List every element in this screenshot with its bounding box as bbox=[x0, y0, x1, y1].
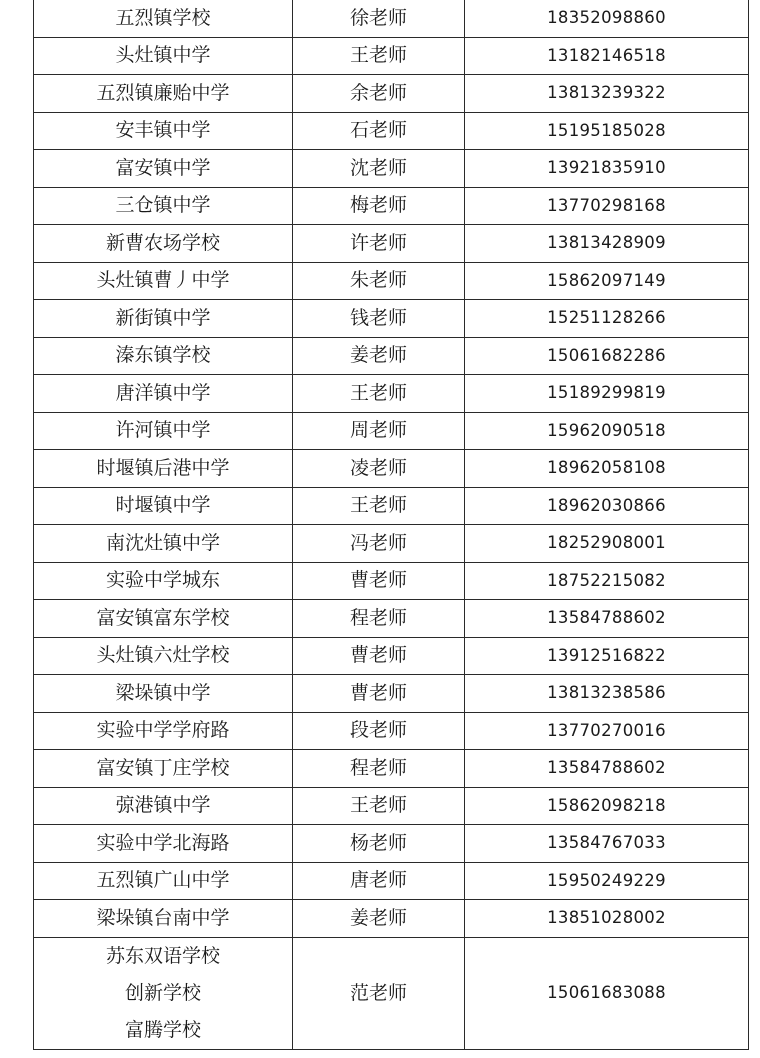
school-cell: 时堰镇后港中学 bbox=[34, 450, 293, 488]
school-cell: 安丰镇中学 bbox=[34, 112, 293, 150]
table-row bbox=[34, 450, 749, 488]
teacher-cell: 程老师 bbox=[293, 750, 465, 788]
phone-cell: 15251128266 bbox=[465, 300, 749, 338]
school-cell: 许河镇中学 bbox=[34, 412, 293, 450]
teacher-cell: 曹老师 bbox=[293, 675, 465, 713]
phone-cell: 15862098218 bbox=[465, 787, 749, 825]
teacher-cell: 范老师 bbox=[293, 937, 465, 1049]
teacher-cell: 姜老师 bbox=[293, 337, 465, 375]
school-cell: 五烈镇广山中学 bbox=[34, 862, 293, 900]
teacher-cell: 余老师 bbox=[293, 75, 465, 113]
teacher-cell: 梅老师 bbox=[293, 187, 465, 225]
phone-cell: 18752215082 bbox=[465, 562, 749, 600]
table-row bbox=[34, 637, 749, 675]
school-name: 苏东双语学校 bbox=[105, 944, 220, 967]
school-cell: 富安镇中学 bbox=[34, 150, 293, 188]
phone-cell: 13912516822 bbox=[465, 637, 749, 675]
phone-cell: 13851028002 bbox=[465, 900, 749, 938]
school-name: 创新学校 bbox=[124, 981, 201, 1004]
teacher-cell: 凌老师 bbox=[293, 450, 465, 488]
school-cell-multi bbox=[34, 937, 293, 1049]
teacher-cell: 王老师 bbox=[293, 487, 465, 525]
school-cell: 实验中学北海路 bbox=[34, 825, 293, 863]
table-row bbox=[34, 187, 749, 225]
teacher-cell: 朱老师 bbox=[293, 262, 465, 300]
phone-cell: 13584788602 bbox=[465, 750, 749, 788]
teacher-cell: 段老师 bbox=[293, 712, 465, 750]
table-row bbox=[34, 225, 749, 263]
teacher-cell: 徐老师 bbox=[293, 0, 465, 37]
table-row bbox=[34, 0, 749, 37]
phone-cell: 13182146518 bbox=[465, 37, 749, 75]
phone-cell: 13584767033 bbox=[465, 825, 749, 863]
phone-cell: 18962030866 bbox=[465, 487, 749, 525]
phone-cell: 15195185028 bbox=[465, 112, 749, 150]
school-cell: 实验中学城东 bbox=[34, 562, 293, 600]
phone-cell: 15962090518 bbox=[465, 412, 749, 450]
teacher-cell: 程老师 bbox=[293, 600, 465, 638]
table-row bbox=[34, 862, 749, 900]
table-row bbox=[34, 412, 749, 450]
school-cell: 梁垛镇中学 bbox=[34, 675, 293, 713]
table-row bbox=[34, 487, 749, 525]
teacher-cell: 曹老师 bbox=[293, 562, 465, 600]
school-cell: 溱东镇学校 bbox=[34, 337, 293, 375]
school-cell: 五烈镇学校 bbox=[34, 0, 293, 37]
phone-cell: 13584788602 bbox=[465, 600, 749, 638]
phone-cell: 15061683088 bbox=[465, 937, 749, 1049]
teacher-cell: 许老师 bbox=[293, 225, 465, 263]
teacher-cell: 周老师 bbox=[293, 412, 465, 450]
table-row bbox=[34, 675, 749, 713]
teacher-cell: 钱老师 bbox=[293, 300, 465, 338]
table-row bbox=[34, 750, 749, 788]
phone-cell: 15862097149 bbox=[465, 262, 749, 300]
school-cell: 头灶镇中学 bbox=[34, 37, 293, 75]
school-cell: 富安镇富东学校 bbox=[34, 600, 293, 638]
school-cell: 头灶镇曹丿中学 bbox=[34, 262, 293, 300]
phone-cell: 13921835910 bbox=[465, 150, 749, 188]
teacher-cell: 冯老师 bbox=[293, 525, 465, 563]
teacher-cell: 王老师 bbox=[293, 37, 465, 75]
phone-cell: 15950249229 bbox=[465, 862, 749, 900]
table-row bbox=[34, 75, 749, 113]
phone-cell: 13770298168 bbox=[465, 187, 749, 225]
school-cell: 南沈灶镇中学 bbox=[34, 525, 293, 563]
table-row bbox=[34, 787, 749, 825]
school-cell: 头灶镇六灶学校 bbox=[34, 637, 293, 675]
table-row bbox=[34, 562, 749, 600]
phone-cell: 13813428909 bbox=[465, 225, 749, 263]
table-row-multi-school bbox=[34, 937, 749, 1049]
table-row bbox=[34, 900, 749, 938]
table-row bbox=[34, 112, 749, 150]
table-row bbox=[34, 337, 749, 375]
contact-table-body bbox=[34, 0, 749, 1049]
table-row bbox=[34, 150, 749, 188]
school-cell: 梁垛镇台南中学 bbox=[34, 900, 293, 938]
teacher-cell: 唐老师 bbox=[293, 862, 465, 900]
school-cell: 五烈镇廉贻中学 bbox=[34, 75, 293, 113]
teacher-cell: 沈老师 bbox=[293, 150, 465, 188]
teacher-cell: 曹老师 bbox=[293, 637, 465, 675]
table-row bbox=[34, 300, 749, 338]
school-cell: 富安镇丁庄学校 bbox=[34, 750, 293, 788]
table-row bbox=[34, 825, 749, 863]
phone-cell: 13813238586 bbox=[465, 675, 749, 713]
teacher-cell: 石老师 bbox=[293, 112, 465, 150]
table-row bbox=[34, 600, 749, 638]
teacher-cell: 杨老师 bbox=[293, 825, 465, 863]
school-cell: 唐洋镇中学 bbox=[34, 375, 293, 413]
school-name: 富腾学校 bbox=[124, 1018, 201, 1041]
phone-cell: 18352098860 bbox=[465, 0, 749, 37]
school-cell: 新曹农场学校 bbox=[34, 225, 293, 263]
contact-table bbox=[33, 0, 749, 1050]
teacher-cell: 王老师 bbox=[293, 787, 465, 825]
phone-cell: 13813239322 bbox=[465, 75, 749, 113]
phone-cell: 18252908001 bbox=[465, 525, 749, 563]
school-cell: 新街镇中学 bbox=[34, 300, 293, 338]
table-row bbox=[34, 525, 749, 563]
table-row bbox=[34, 712, 749, 750]
phone-cell: 13770270016 bbox=[465, 712, 749, 750]
table-row bbox=[34, 375, 749, 413]
phone-cell: 18962058108 bbox=[465, 450, 749, 488]
contact-sheet bbox=[33, 0, 748, 1050]
school-cell: 三仓镇中学 bbox=[34, 187, 293, 225]
school-cell: 时堰镇中学 bbox=[34, 487, 293, 525]
teacher-cell: 姜老师 bbox=[293, 900, 465, 938]
table-row bbox=[34, 37, 749, 75]
phone-cell: 15061682286 bbox=[465, 337, 749, 375]
teacher-cell: 王老师 bbox=[293, 375, 465, 413]
table-row bbox=[34, 262, 749, 300]
school-cell: 实验中学学府路 bbox=[34, 712, 293, 750]
phone-cell: 15189299819 bbox=[465, 375, 749, 413]
school-cell: 弶港镇中学 bbox=[34, 787, 293, 825]
